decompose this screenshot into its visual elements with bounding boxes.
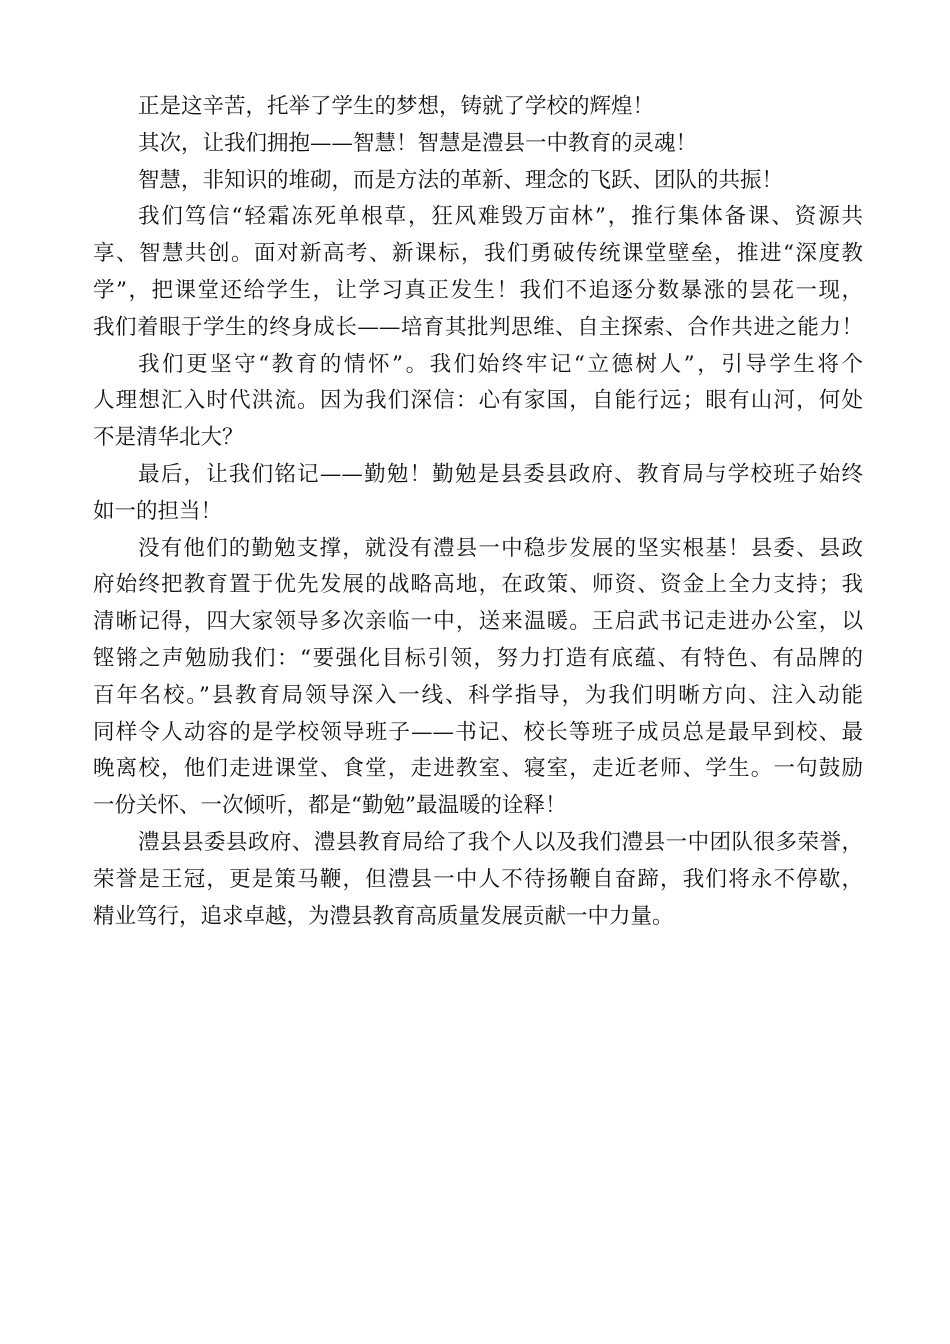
text-line: 荣誉是王冠，更是策马鞭，但澧县一中人不待扬鞭自奋蹄，我们将永不停歇，	[93, 866, 863, 892]
text-line: 不是清华北大？	[93, 425, 244, 451]
text-line: 我们更坚守“教育的情怀”。我们始终牢记“立德树人”，引导学生将个	[138, 351, 863, 377]
document-body	[93, 89, 863, 935]
text-line: 其次，让我们拥抱——智慧！智慧是澧县一中教育的灵魂！	[138, 130, 698, 156]
text-line: 一份关怀、一次倾听，都是“勤勉”最温暖的诠释！	[93, 793, 567, 819]
text-line: 清晰记得，四大家领导多次亲临一中，送来温暖。王启武书记走进办公室，以	[93, 609, 863, 635]
text-line: 正是这辛苦，托举了学生的梦想，铸就了学校的辉煌！	[138, 94, 655, 119]
text-line: 我们着眼于学生的终身成长——培育其批判思维、自主探索、合作共进之能力！	[93, 314, 863, 340]
text-line: 府始终把教育置于优先发展的战略高地，在政策、师资、资金上全力支持；我	[93, 572, 863, 598]
text-line: 学”，把课堂还给学生，让学习真正发生！我们不追逐分数暴涨的昙花一现，	[93, 277, 863, 303]
text-line: 百年名校。”县教育局领导深入一线、科学指导，为我们明晰方向、注入动能	[93, 682, 863, 708]
text-line: 人理想汇入时代洪流。因为我们深信：心有家国，自能行远；眼有山河，何处	[93, 388, 863, 414]
text-line: 澧县县委县政府、澧县教育局给了我个人以及我们澧县一中团队很多荣誉，	[138, 829, 863, 855]
text-line: 没有他们的勤勉支撑，就没有澧县一中稳步发展的坚实根基！县委、县政	[138, 535, 863, 561]
text-line: 我们笃信“轻霜冻死单根草，狂风难毁万亩林”，推行集体备课、资源共	[138, 204, 863, 230]
text-line: 智慧，非知识的堆砌，而是方法的革新、理念的飞跃、团队的共振！	[138, 167, 784, 193]
text-line: 精业笃行，追求卓越，为澧县教育高质量发展贡献一中力量。	[93, 903, 674, 929]
text-line: 铿锵之声勉励我们：“要强化目标引领，努力打造有底蕴、有特色、有品牌的	[93, 645, 863, 671]
text-line: 同样令人动容的是学校领导班子——书记、校长等班子成员总是最早到校、最	[93, 719, 863, 745]
text-line: 晚离校，他们走进课堂、食堂，走进教室、寝室，走近老师、学生。一句鼓励	[93, 756, 863, 782]
text-line: 享、智慧共创。面对新高考、新课标，我们勇破传统课堂壁垒，推进“深度教	[93, 241, 863, 267]
text-line: 如一的担当！	[93, 498, 223, 524]
text-line: 最后，让我们铭记——勤勉！勤勉是县委县政府、教育局与学校班子始终	[138, 461, 863, 487]
